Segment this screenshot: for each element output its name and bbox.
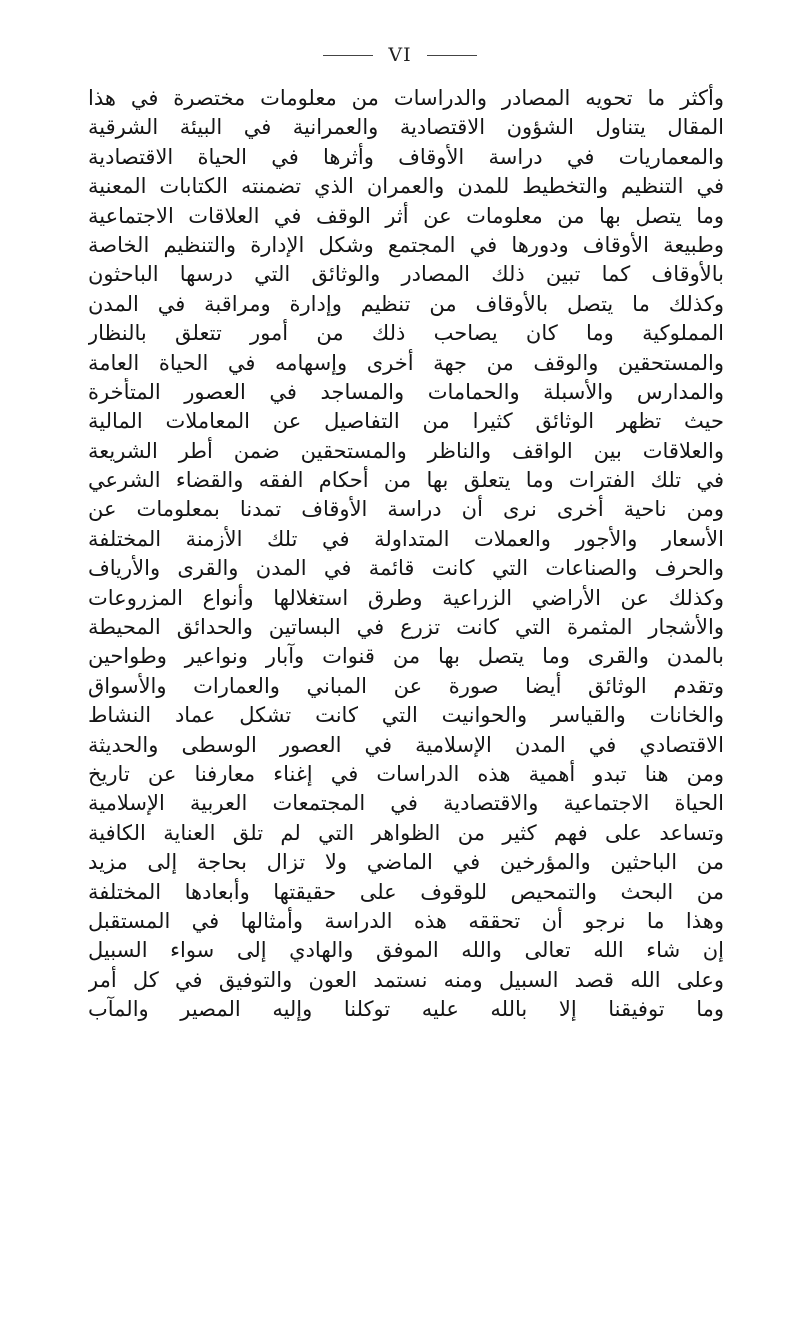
header-rule-right bbox=[427, 55, 477, 56]
text-line: ومن ناحية أخرى نرى أن دراسة الأوقاف تمدنا بمعلومات عن bbox=[88, 497, 724, 522]
text-line: والخانات والقياسر والحوانيت التي كانت تشكل عماد النشاط bbox=[88, 703, 724, 728]
text-line: وأكثر ما تحويه المصادر والدراسات من معلومات مختصرة في هذا bbox=[88, 86, 724, 110]
text-line: وتساعد على فهم كثير من الظواهر التي لم تلق العناية الكافية bbox=[88, 820, 724, 845]
header-rule-left bbox=[323, 55, 373, 56]
text-line: الأسعار والأجور والعملات المتداولة في تلك الأزمنة المختلفة bbox=[88, 526, 724, 551]
text-line: وكذلك ما يتصل بالأوقاف من تنظيم وإدارة ومراقبة في المدن bbox=[88, 291, 724, 316]
text-line: والمعماريات في دراسة الأوقاف وأثرها في الحياة الاقتصادية bbox=[88, 144, 724, 169]
text-line: والحرف والصناعات التي كانت قائمة في المدن والقرى والأرياف bbox=[88, 556, 724, 581]
text-line: والمستحقين والوقف من جهة أخرى وإسهامه في الحياة العامة bbox=[88, 350, 724, 375]
text-line: ومن هنا تبدو أهمية هذه الدراسات في إغناء معارفنا عن تاريخ bbox=[88, 761, 724, 786]
body-text bbox=[88, 84, 724, 1025]
text-line: حيث تظهر الوثائق كثيرا من التفاصيل عن المعاملات المالية bbox=[88, 409, 724, 434]
page-number: VI bbox=[388, 44, 412, 66]
text-line: المملوكية وما كان يصاحب ذلك من أمور تتعلق بالنظار bbox=[88, 321, 724, 346]
text-line: والعلاقات بين الواقف والناظر والمستحقين ضمن أطر الشريعة bbox=[88, 438, 724, 463]
text-line: من الباحثين والمؤرخين في الماضي ولا تزال بحاجة إلى مزيد bbox=[88, 850, 724, 875]
text-line: وعلى الله قصد السبيل ومنه نستمد العون والتوفيق في كل أمر bbox=[88, 967, 724, 992]
text-line: المقال يتناول الشؤون الاقتصادية والعمرانية في البيئة الشرقية bbox=[88, 115, 724, 140]
text-line: وطبيعة الأوقاف ودورها في المجتمع وشكل الإدارة والتنظيم الخاصة bbox=[88, 232, 724, 257]
text-line: بالمدن والقرى وما يتصل بها من قنوات وآبار ونواعير وطواحين bbox=[88, 644, 724, 669]
text-line: والأشجار المثمرة التي كانت تزرع في البساتين والحدائق المحيطة bbox=[88, 615, 724, 640]
text-line: من البحث والتمحيص للوقوف على حقيقتها وأبعادها المختلفة bbox=[88, 879, 724, 904]
text-line: الحياة الاجتماعية والاقتصادية في المجتمعات العربية الإسلامية bbox=[88, 791, 724, 816]
text-line: الاقتصادي في المدن الإسلامية في العصور الوسطى والحديثة bbox=[88, 732, 724, 757]
text-line: إن شاء الله تعالى والله الموفق والهادي إلى سواء السبيل bbox=[88, 938, 724, 963]
text-line: في التنظيم والتخطيط للمدن والعمران الذي تضمنته الكتابات المعنية bbox=[88, 174, 724, 199]
text-line: بالأوقاف كما تبين ذلك المصادر والوثائق التي درسها الباحثون bbox=[88, 262, 724, 287]
text-line: في تلك الفترات وما يتعلق بها من أحكام الفقه والقضاء الشرعي bbox=[88, 468, 724, 493]
text-line: والمدارس والأسبلة والحمامات والمساجد في العصور المتأخرة bbox=[88, 379, 724, 404]
text-line: وهذا ما نرجو أن تحققه هذه الدراسة وأمثالها في المستقبل bbox=[88, 908, 724, 933]
text-line: وما يتصل بها من معلومات عن أثر الوقف في العلاقات الاجتماعية bbox=[88, 203, 724, 228]
page-header bbox=[0, 44, 800, 66]
text-line: وتقدم الوثائق أيضا صورة عن المباني والعمارات والأسواق bbox=[88, 673, 724, 698]
text-line: وما توفيقنا إلا بالله عليه توكلنا وإليه المصير والمآب bbox=[88, 997, 724, 1022]
text-line: وكذلك عن الأراضي الزراعية وطرق استغلالها وأنواع المزروعات bbox=[88, 585, 724, 610]
